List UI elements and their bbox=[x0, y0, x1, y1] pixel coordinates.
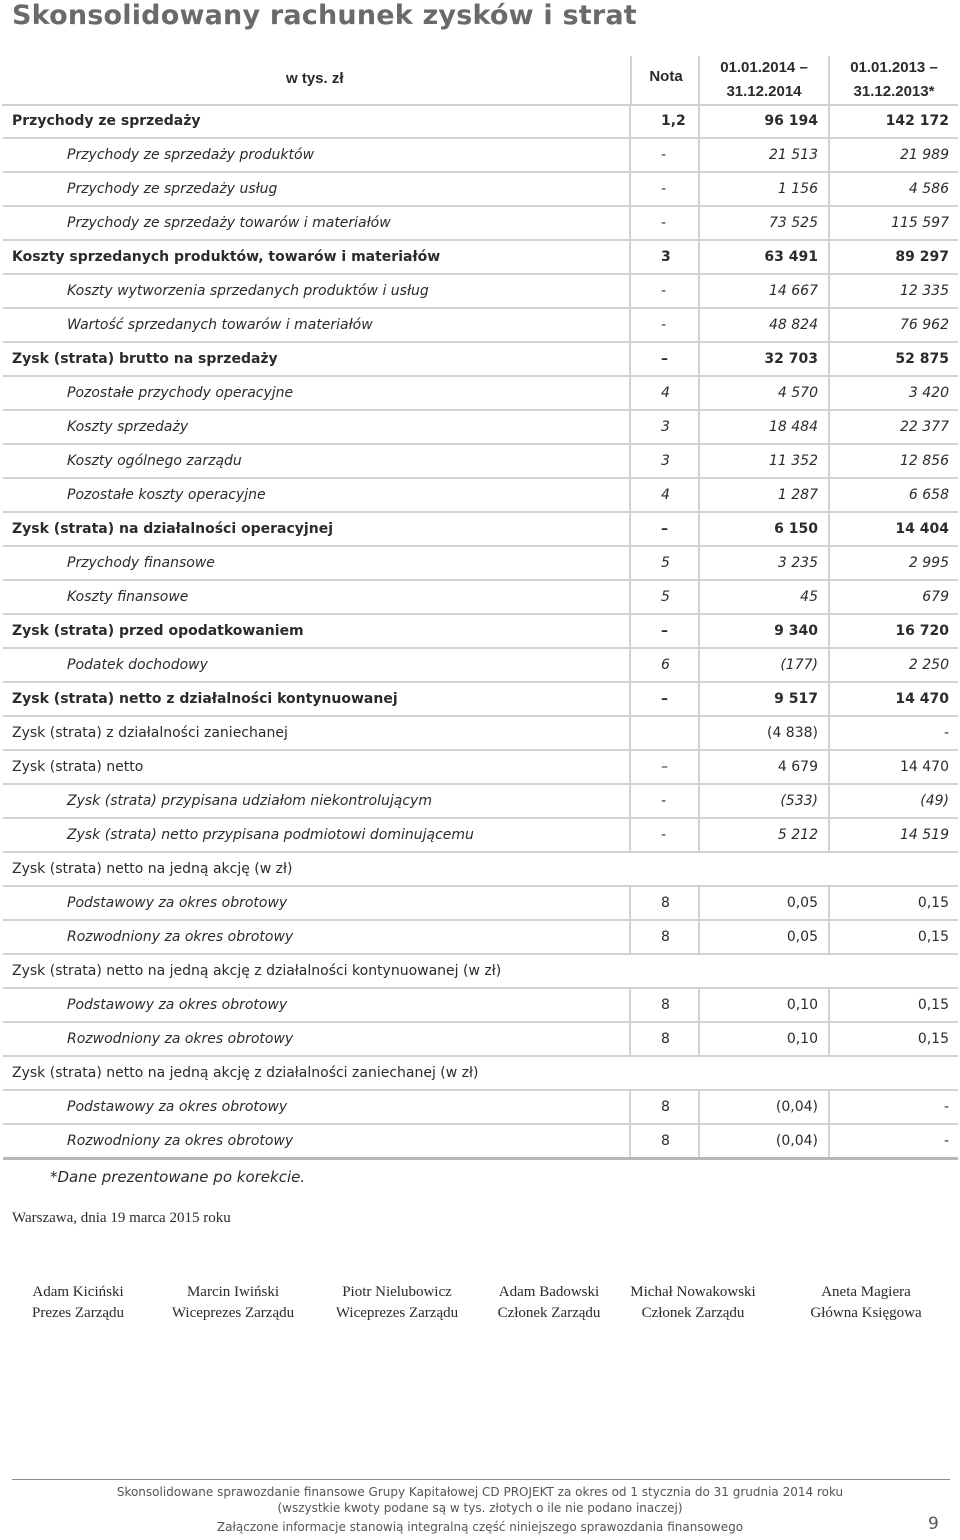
value-2013: 14 404 bbox=[829, 512, 958, 546]
row-note: 5 bbox=[630, 546, 699, 580]
value-2013: 2 995 bbox=[829, 546, 958, 580]
table-row bbox=[3, 818, 958, 852]
row-label: Koszty finansowe bbox=[3, 580, 630, 614]
signatory-name: Piotr Nielubowicz bbox=[342, 1284, 452, 1300]
value-2014: (533) bbox=[699, 784, 829, 818]
value-2014: 3 235 bbox=[699, 546, 829, 580]
signatory-name: Marcin Iwiński bbox=[186, 1284, 280, 1300]
row-label: Pozostałe koszty operacyjne bbox=[3, 478, 630, 512]
value-2013: 6 658 bbox=[829, 478, 958, 512]
table-row bbox=[3, 648, 958, 682]
row-label: Zysk (strata) z działalności zaniechanej bbox=[3, 716, 630, 750]
value-2013: 0,15 bbox=[829, 988, 958, 1022]
value-2013: 0,15 bbox=[829, 920, 958, 954]
table-row bbox=[3, 716, 958, 750]
row-note: - bbox=[630, 206, 699, 240]
value-2014: 1 156 bbox=[699, 172, 829, 206]
value-2014: 0,05 bbox=[699, 920, 829, 954]
table-row bbox=[3, 240, 958, 274]
value-2013: 52 875 bbox=[829, 342, 958, 376]
value-2014: 96 194 bbox=[699, 105, 829, 138]
value-2014: 45 bbox=[699, 580, 829, 614]
row-label: Zysk (strata) netto na jedną akcję (w zł) bbox=[3, 852, 958, 886]
signatory-name: Aneta Magiera bbox=[821, 1284, 911, 1300]
section-row bbox=[3, 1056, 958, 1090]
value-2014: 21 513 bbox=[699, 138, 829, 172]
value-2014: 1 287 bbox=[699, 478, 829, 512]
period-2014-start: 01.01.2014 – bbox=[720, 59, 808, 76]
signatory-role: Wiceprezes Zarządu bbox=[335, 1305, 459, 1321]
row-note: - bbox=[630, 308, 699, 342]
value-2014: 73 525 bbox=[699, 206, 829, 240]
row-note: 4 bbox=[630, 376, 699, 410]
row-note: – bbox=[630, 512, 699, 546]
income-statement-table bbox=[3, 105, 958, 1160]
value-2014: 6 150 bbox=[699, 512, 829, 546]
signatory bbox=[28, 1282, 128, 1324]
correction-footnote: *Dane prezentowane po korekcie. bbox=[50, 1168, 306, 1186]
value-2013: 0,15 bbox=[829, 1022, 958, 1056]
row-label: Zysk (strata) netto bbox=[3, 750, 630, 784]
value-2013: 2 250 bbox=[829, 648, 958, 682]
period-2013-header bbox=[830, 56, 958, 104]
value-2013: 115 597 bbox=[829, 206, 958, 240]
table-row bbox=[3, 546, 958, 580]
period-2014-end: 31.12.2014 bbox=[726, 83, 802, 100]
row-label: Zysk (strata) netto przypisana podmiotowi dominującemu bbox=[3, 818, 630, 852]
signatory bbox=[490, 1282, 608, 1324]
value-2014: (0,04) bbox=[699, 1090, 829, 1124]
value-2013: (49) bbox=[829, 784, 958, 818]
value-2014: (4 838) bbox=[699, 716, 829, 750]
value-2013: 12 335 bbox=[829, 274, 958, 308]
row-label: Przychody finansowe bbox=[3, 546, 630, 580]
row-label: Przychody ze sprzedaży produktów bbox=[3, 138, 630, 172]
table-row bbox=[3, 274, 958, 308]
value-2014: 0,10 bbox=[699, 1022, 829, 1056]
row-note: – bbox=[630, 614, 699, 648]
row-label: Rozwodniony za okres obrotowy bbox=[3, 1124, 630, 1159]
table-row bbox=[3, 478, 958, 512]
signatory-name: Adam Kiciński bbox=[32, 1284, 124, 1300]
row-label: Zysk (strata) netto na jedną akcję z działalności kontynuowanej (w zł) bbox=[3, 954, 958, 988]
value-2014: 9 340 bbox=[699, 614, 829, 648]
signatory-name: Adam Badowski bbox=[498, 1284, 600, 1300]
table-row bbox=[3, 444, 958, 478]
row-label: Koszty sprzedanych produktów, towarów i materiałów bbox=[3, 240, 630, 274]
row-label: Zysk (strata) netto z działalności kontynuowanej bbox=[3, 682, 630, 716]
value-2014: 48 824 bbox=[699, 308, 829, 342]
value-2014: (177) bbox=[699, 648, 829, 682]
row-note: 3 bbox=[630, 240, 699, 274]
signatory-role: Członek Zarządu bbox=[497, 1305, 601, 1321]
row-note: 8 bbox=[630, 886, 699, 920]
table-row bbox=[3, 1090, 958, 1124]
footer-divider bbox=[12, 1479, 950, 1480]
row-label: Pozostałe przychody operacyjne bbox=[3, 376, 630, 410]
table-header bbox=[0, 56, 960, 104]
table-row bbox=[3, 410, 958, 444]
page-title: Skonsolidowany rachunek zysków i strat bbox=[12, 0, 637, 31]
signatory-role: Prezes Zarządu bbox=[31, 1305, 125, 1321]
row-note: – bbox=[630, 682, 699, 716]
section-row bbox=[3, 954, 958, 988]
table-row bbox=[3, 512, 958, 546]
value-2013: 3 420 bbox=[829, 376, 958, 410]
row-note: 5 bbox=[630, 580, 699, 614]
row-label: Podatek dochodowy bbox=[3, 648, 630, 682]
unit-label: w tys. zł bbox=[286, 70, 344, 87]
section-row bbox=[3, 852, 958, 886]
row-note: 1,2 bbox=[630, 105, 699, 138]
value-2013: 0,15 bbox=[829, 886, 958, 920]
row-note: 6 bbox=[630, 648, 699, 682]
page-number: 9 bbox=[928, 1514, 939, 1534]
table-row bbox=[3, 342, 958, 376]
value-2013: 12 856 bbox=[829, 444, 958, 478]
row-note: 8 bbox=[630, 988, 699, 1022]
row-label: Rozwodniony za okres obrotowy bbox=[3, 920, 630, 954]
row-label: Zysk (strata) brutto na sprzedaży bbox=[3, 342, 630, 376]
value-2013: 142 172 bbox=[829, 105, 958, 138]
signatory-role: Wiceprezes Zarządu bbox=[171, 1305, 295, 1321]
row-label: Przychody ze sprzedaży bbox=[3, 105, 630, 138]
row-label: Zysk (strata) na działalności operacyjnej bbox=[3, 512, 630, 546]
row-note: 3 bbox=[630, 444, 699, 478]
table-row bbox=[3, 614, 958, 648]
period-2013-start: 01.01.2013 – bbox=[850, 59, 938, 76]
signatory bbox=[624, 1282, 762, 1324]
table-row bbox=[3, 886, 958, 920]
row-note: 3 bbox=[630, 410, 699, 444]
value-2014: 32 703 bbox=[699, 342, 829, 376]
value-2014: 0,10 bbox=[699, 988, 829, 1022]
row-label: Koszty wytworzenia sprzedanych produktów i usług bbox=[3, 274, 630, 308]
signatures bbox=[0, 1282, 960, 1326]
signatory bbox=[326, 1282, 468, 1324]
table-row bbox=[3, 376, 958, 410]
signatory bbox=[804, 1282, 928, 1324]
row-note: 8 bbox=[630, 1124, 699, 1159]
value-2013: - bbox=[829, 1124, 958, 1159]
footer-line-1: Skonsolidowane sprawozdanie finansowe Grupy Kapitałowej CD PROJEKT za okres od 1 stycznia do 31 grudnia 2014 roku bbox=[116, 1485, 844, 1499]
footer-line-3: Załączone informacje stanowią integralną część niniejszego sprawozdania finansowego bbox=[216, 1520, 744, 1534]
row-note: 8 bbox=[630, 920, 699, 954]
signatory bbox=[162, 1282, 304, 1324]
value-2013: 16 720 bbox=[829, 614, 958, 648]
signatory-role: Członek Zarządu bbox=[641, 1305, 745, 1321]
row-note: 8 bbox=[630, 1090, 699, 1124]
table-row bbox=[3, 172, 958, 206]
value-2014: (0,04) bbox=[699, 1124, 829, 1159]
value-2013: 4 586 bbox=[829, 172, 958, 206]
row-label: Zysk (strata) przed opodatkowaniem bbox=[3, 614, 630, 648]
row-note: – bbox=[630, 750, 699, 784]
row-label: Przychody ze sprzedaży towarów i materiałów bbox=[3, 206, 630, 240]
table-row bbox=[3, 682, 958, 716]
table-row bbox=[3, 580, 958, 614]
table-row bbox=[3, 206, 958, 240]
row-note: 4 bbox=[630, 478, 699, 512]
value-2014: 0,05 bbox=[699, 886, 829, 920]
table-row bbox=[3, 138, 958, 172]
row-note: – bbox=[630, 342, 699, 376]
place-and-date: Warszawa, dnia 19 marca 2015 roku bbox=[12, 1210, 231, 1226]
row-label: Koszty sprzedaży bbox=[3, 410, 630, 444]
row-label: Przychody ze sprzedaży usług bbox=[3, 172, 630, 206]
value-2013: 22 377 bbox=[829, 410, 958, 444]
table-row bbox=[3, 750, 958, 784]
row-label: Podstawowy za okres obrotowy bbox=[3, 988, 630, 1022]
value-2013: 14 519 bbox=[829, 818, 958, 852]
value-2013: 14 470 bbox=[829, 682, 958, 716]
value-2014: 14 667 bbox=[699, 274, 829, 308]
value-2014: 18 484 bbox=[699, 410, 829, 444]
row-note bbox=[630, 716, 699, 750]
row-label: Zysk (strata) przypisana udziałom niekontrolującym bbox=[3, 784, 630, 818]
row-label: Zysk (strata) netto na jedną akcję z działalności zaniechanej (w zł) bbox=[3, 1056, 958, 1090]
value-2013: 679 bbox=[829, 580, 958, 614]
table-row bbox=[3, 308, 958, 342]
value-2014: 4 679 bbox=[699, 750, 829, 784]
row-note: 8 bbox=[630, 1022, 699, 1056]
footer bbox=[0, 1484, 960, 1516]
signatory-name: Michał Nowakowski bbox=[630, 1284, 756, 1300]
value-2014: 11 352 bbox=[699, 444, 829, 478]
signatory-role: Główna Księgowa bbox=[810, 1305, 922, 1321]
value-2013: - bbox=[829, 1090, 958, 1124]
value-2014: 5 212 bbox=[699, 818, 829, 852]
table-row bbox=[3, 1124, 958, 1159]
row-label: Wartość sprzedanych towarów i materiałów bbox=[3, 308, 630, 342]
value-2013: 76 962 bbox=[829, 308, 958, 342]
table-row bbox=[3, 105, 958, 138]
row-label: Rozwodniony za okres obrotowy bbox=[3, 1022, 630, 1056]
note-column-header: Nota bbox=[649, 68, 683, 85]
footer-line-2: (wszystkie kwoty podane są w tys. złotych o ile nie podano inaczej) bbox=[277, 1501, 683, 1515]
row-label: Podstawowy za okres obrotowy bbox=[3, 886, 630, 920]
row-label: Podstawowy za okres obrotowy bbox=[3, 1090, 630, 1124]
value-2013: 14 470 bbox=[829, 750, 958, 784]
period-2014-header bbox=[700, 56, 828, 104]
value-2014: 4 570 bbox=[699, 376, 829, 410]
value-2013: 21 989 bbox=[829, 138, 958, 172]
row-note: - bbox=[630, 138, 699, 172]
table-row bbox=[3, 784, 958, 818]
value-2013: 89 297 bbox=[829, 240, 958, 274]
table-row bbox=[3, 920, 958, 954]
value-2013: - bbox=[829, 716, 958, 750]
period-2013-end: 31.12.2013* bbox=[853, 83, 935, 100]
row-note: - bbox=[630, 818, 699, 852]
row-label: Koszty ogólnego zarządu bbox=[3, 444, 630, 478]
row-note: - bbox=[630, 784, 699, 818]
row-note: - bbox=[630, 172, 699, 206]
value-2014: 9 517 bbox=[699, 682, 829, 716]
row-note: - bbox=[630, 274, 699, 308]
value-2014: 63 491 bbox=[699, 240, 829, 274]
table-row bbox=[3, 988, 958, 1022]
table-row bbox=[3, 1022, 958, 1056]
income-statement-body bbox=[3, 105, 958, 1159]
